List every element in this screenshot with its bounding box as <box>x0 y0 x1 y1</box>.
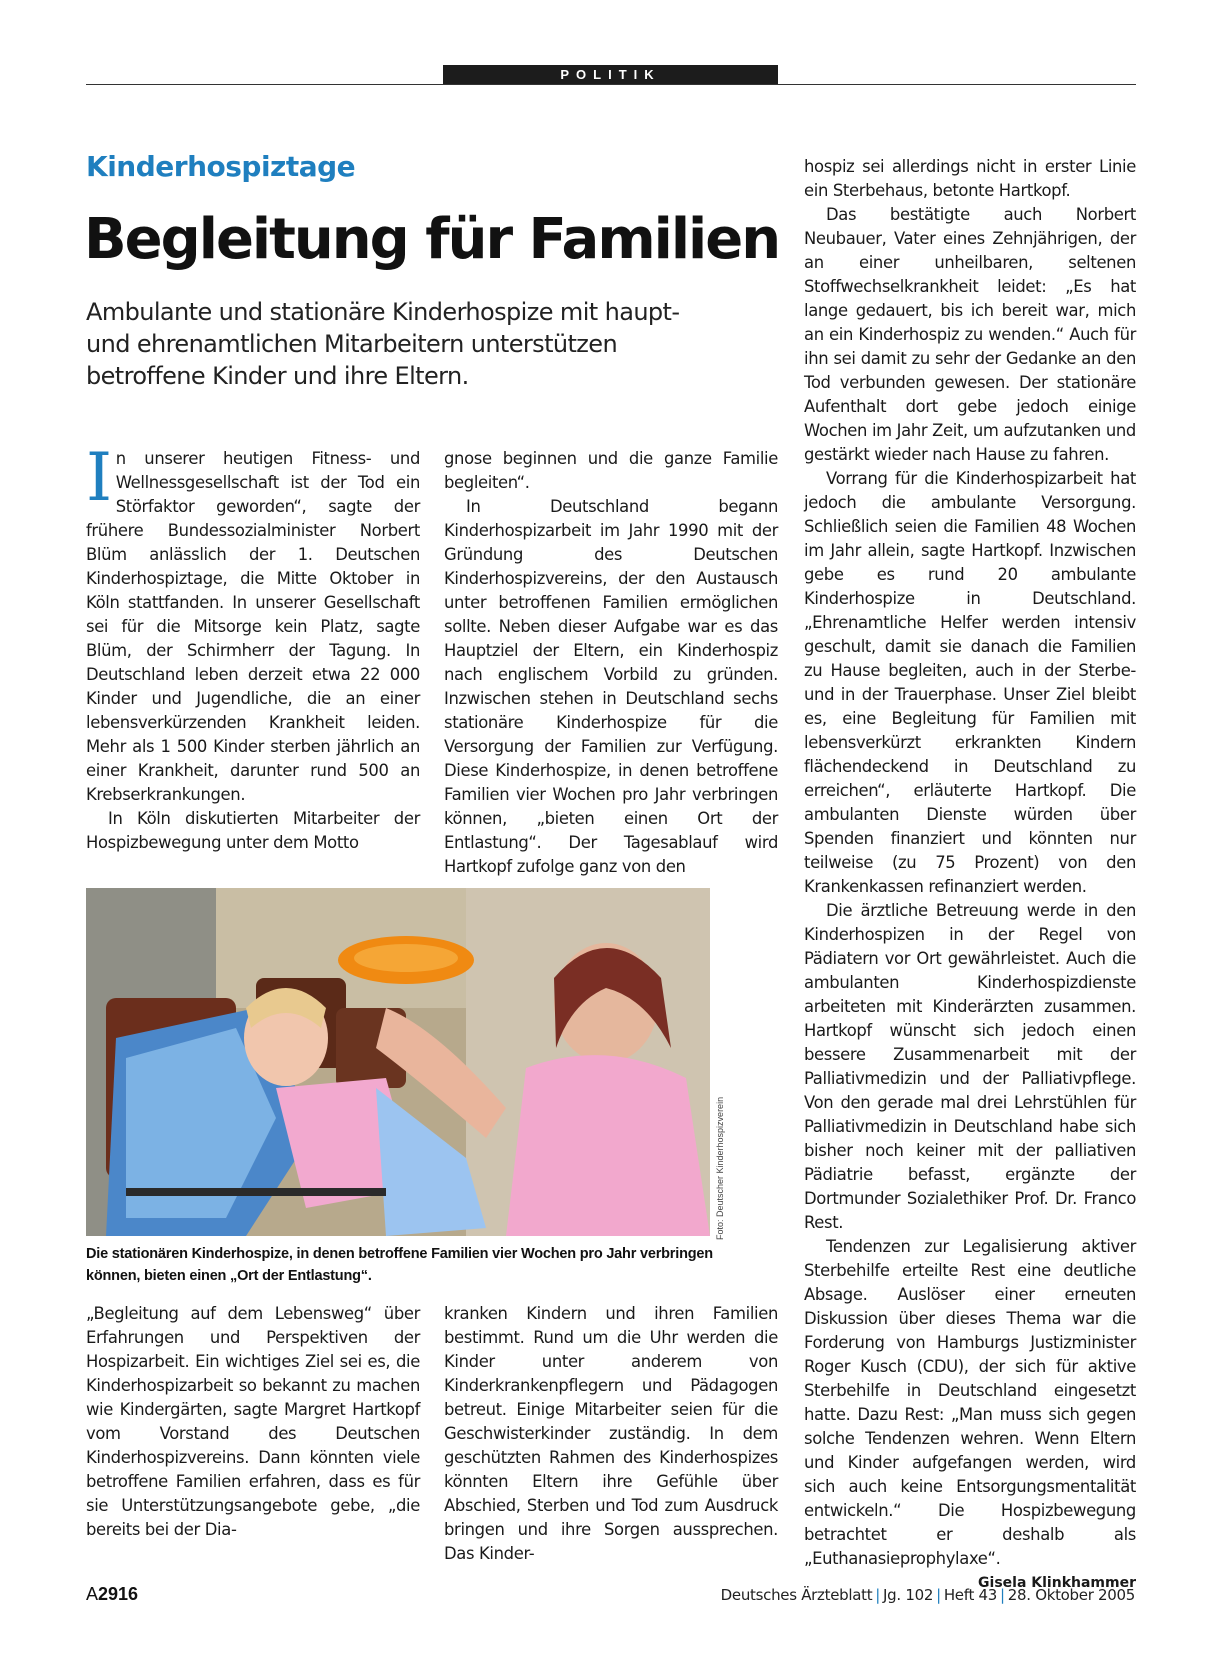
column-3 <box>804 155 1136 1595</box>
journal-issue: Heft 43 <box>943 1586 997 1604</box>
paragraph: kranken Kindern und ihren Familien bestimmt. Rund um die Uhr werden die Kinder unter anderem von Kinderkrankenpflegern und Pädagogen betreut. Einige Mitarbeiter seien für die Geschwisterkinder zuständig. In dem geschützten Rahmen des Kinderhospizes könnten Eltern ihre Gefühle über Abschied, Sterben und Tod zum Ausdruck bringen und ihre Sorgen aussprechen. Das Kinder- <box>444 1304 778 1563</box>
column-1-top <box>86 439 420 855</box>
author-byline: Gisela Klinkhammer <box>978 1575 1136 1591</box>
paragraph: Die ärztliche Betreuung werde in den Kinderhospizen in der Regel von Pädiatern vor Ort gewährleistet. Auch die ambulanten Kinderhospizdienste arbeiteten mit Kinderärzten zusammen. Hartkopf wünscht sich jedoch einen bessere Zusammenarbeit mit der Palliativmedizin und der Palliativpflege. Von den gerade mal drei Lehrstühlen für Palliativmedizin in Deutschland habe sich bisher noch keiner mit der palliativen Pädiatrie befasst, ergänzte der Dortmunder Sozialethiker Prof. Dr. Franco Rest. <box>804 901 1136 1232</box>
section-label: POLITIK <box>443 65 778 84</box>
paragraph <box>804 1235 1136 1591</box>
paragraph: „Begleitung auf dem Lebensweg“ über Erfahrungen und Perspektiven der Hospizarbeit. Ein wichtiges Ziel sei es, die Kinderhospizarbeit so bekannt zu machen wie Kindergärten, sagte Margret Hartkopf vom Vorstand des Deutschen Kinderhospizvereins. Dann könnten viele betroffene Familien erfahren, dass es für sie Unterstützungsangebote gebe, „die bereits bei der Dia- <box>86 1304 420 1539</box>
lead-paragraph: Ambulante und stationäre Kinderhospize mit haupt- und ehrenamtlichen Mitarbeitern unterstützen betroffene Kinder und ihre Eltern. <box>86 298 680 390</box>
paragraph: hospiz sei allerdings nicht in erster Linie ein Sterbehaus, betonte Hartkopf. <box>804 157 1136 200</box>
photo-illustration <box>86 888 710 1236</box>
photo-caption: Die stationären Kinderhospize, in denen betroffene Familien vier Wochen pro Jahr verbringen können, bieten einen „Ort der Entlastung“. <box>86 1246 713 1284</box>
dropcap: I <box>86 439 112 516</box>
paragraph-text: Tendenzen zur Legalisierung aktiver Sterbehilfe erteilte Rest eine deutliche Absage. Auslöser einer erneuten Diskussion über dieses Thema war die Forderung von Hamburgs Justizminister Roger Kusch (CDU), der sich für aktive Sterbehilfe in Deutschland eingesetzt hatte. Dazu Rest: „Man muss sich gegen solche Tendenzen wehren. Wenn Eltern und Kinder aufgefangen werden, wird sich auch keine Entsorgungsmentalität entwickeln.“ Die Hospizbewegung betrachtet er deshalb als „Euthanasieprophylaxe“. <box>804 1237 1136 1568</box>
header-rule <box>86 84 1136 85</box>
page-number <box>86 1584 138 1605</box>
column-2-top <box>444 447 778 879</box>
page-number-value: 2916 <box>98 1584 139 1604</box>
paragraph: In Köln diskutierten Mitarbeiter der Hospizbewegung unter dem Motto <box>86 809 420 852</box>
kicker: Kinderhospiztage <box>86 150 356 183</box>
paragraph: gnose beginnen und die ganze Familie begleiten“. <box>444 449 778 492</box>
journal-footer: Deutsches Ärzteblatt | Jg. 102 | Heft 43 | 28. Oktober 2005 <box>720 1586 1135 1604</box>
page-prefix: A <box>86 1584 99 1604</box>
journal-date: 28. Oktober 2005 <box>1007 1586 1135 1604</box>
paragraph-text: n unserer heutigen Fitness- und Wellnessgesellschaft ist der Tod ein Störfaktor geworden“, sagte der frühere Bundessozialminister Norbert Blüm anlässlich der 1. Deutschen Kinderhospiztage, die Mitte Oktober in Köln stattfanden. In unserer Gesellschaft sei für die Mitsorge kein Platz, sagte Blüm, der Schirmherr der Tagung. In Deutschland leben derzeit etwa 22 000 Kinder und Jugendliche, die an einer lebensverkürzenden Krankheit leiden. Mehr als 1 500 Kinder sterben jährlich an einer Krankheit, darunter rund 500 an Krebserkrankungen. <box>86 449 420 804</box>
headline: Begleitung für Familien <box>84 207 780 272</box>
paragraph <box>86 439 420 807</box>
journal-name: Deutsches Ärzteblatt <box>720 1586 873 1604</box>
paragraph: Das bestätigte auch Norbert Neubauer, Vater eines Zehnjährigen, der an einer unheilbaren, seltenen Stoffwechselkrankheit leidet: „Es hat lange gedauert, bis ich bereit war, mich an ein Kinderhospiz zu wenden.“ Auch für ihn sei damit zu sehr der Gedanke an den Tod verbunden gewesen. Der stationäre Aufenthalt dort gebe jedoch einige Wochen im Jahr Zeit, um aufzutanken und gestärkt wieder nach Hause zu fahren. <box>804 205 1136 464</box>
photo-credit: Foto: Deutscher Kinderhospizverein <box>715 1096 725 1240</box>
article-photo <box>86 888 710 1236</box>
paragraph: In Deutschland begann Kinderhospizarbeit im Jahr 1990 mit der Gründung des Deutschen Kinderhospizvereins, der den Austausch unter betroffenen Familien ermöglichen sollte. Neben dieser Aufgabe war es das Hauptziel der Eltern, ein Kinderhospiz nach englischem Vorbild zu gründen. Inzwischen stehen in Deutschland sechs stationäre Kinderhospize für die Versorgung der Familien zur Verfügung. Diese Kinderhospize, in denen betroffene Familien vier Wochen pro Jahr verbringen können, „bieten einen Ort der Entlastung“. Der Tagesablauf wird Hartkopf zufolge ganz von den <box>444 497 778 876</box>
paragraph: Vorrang für die Kinderhospizarbeit hat jedoch die ambulante Versorgung. Schließlich seien die Familien 48 Wochen im Jahr allein, sagte Hartkopf. Inzwischen gebe es rund 20 ambulante Kinderhospize in Deutschland. „Ehrenamtliche Helfer werden intensiv geschult, damit sie danach die Familien zu Hause begleiten, auch in der Sterbe- und in der Trauerphase. Unser Ziel bleibt es, eine Begleitung für Familien mit lebensverkürzt erkrankten Kindern flächendeckend in Deutschland zu erreichen“, erläuterte Hartkopf. Die ambulanten Dienste würden über Spenden finanziert und könnten nur teilweise (zu 75 Prozent) von den Krankenkassen refinanziert werden. <box>804 469 1136 896</box>
journal-volume: Jg. 102 <box>883 1586 934 1604</box>
column-1-bottom <box>86 1302 420 1542</box>
column-2-bottom <box>444 1302 778 1566</box>
